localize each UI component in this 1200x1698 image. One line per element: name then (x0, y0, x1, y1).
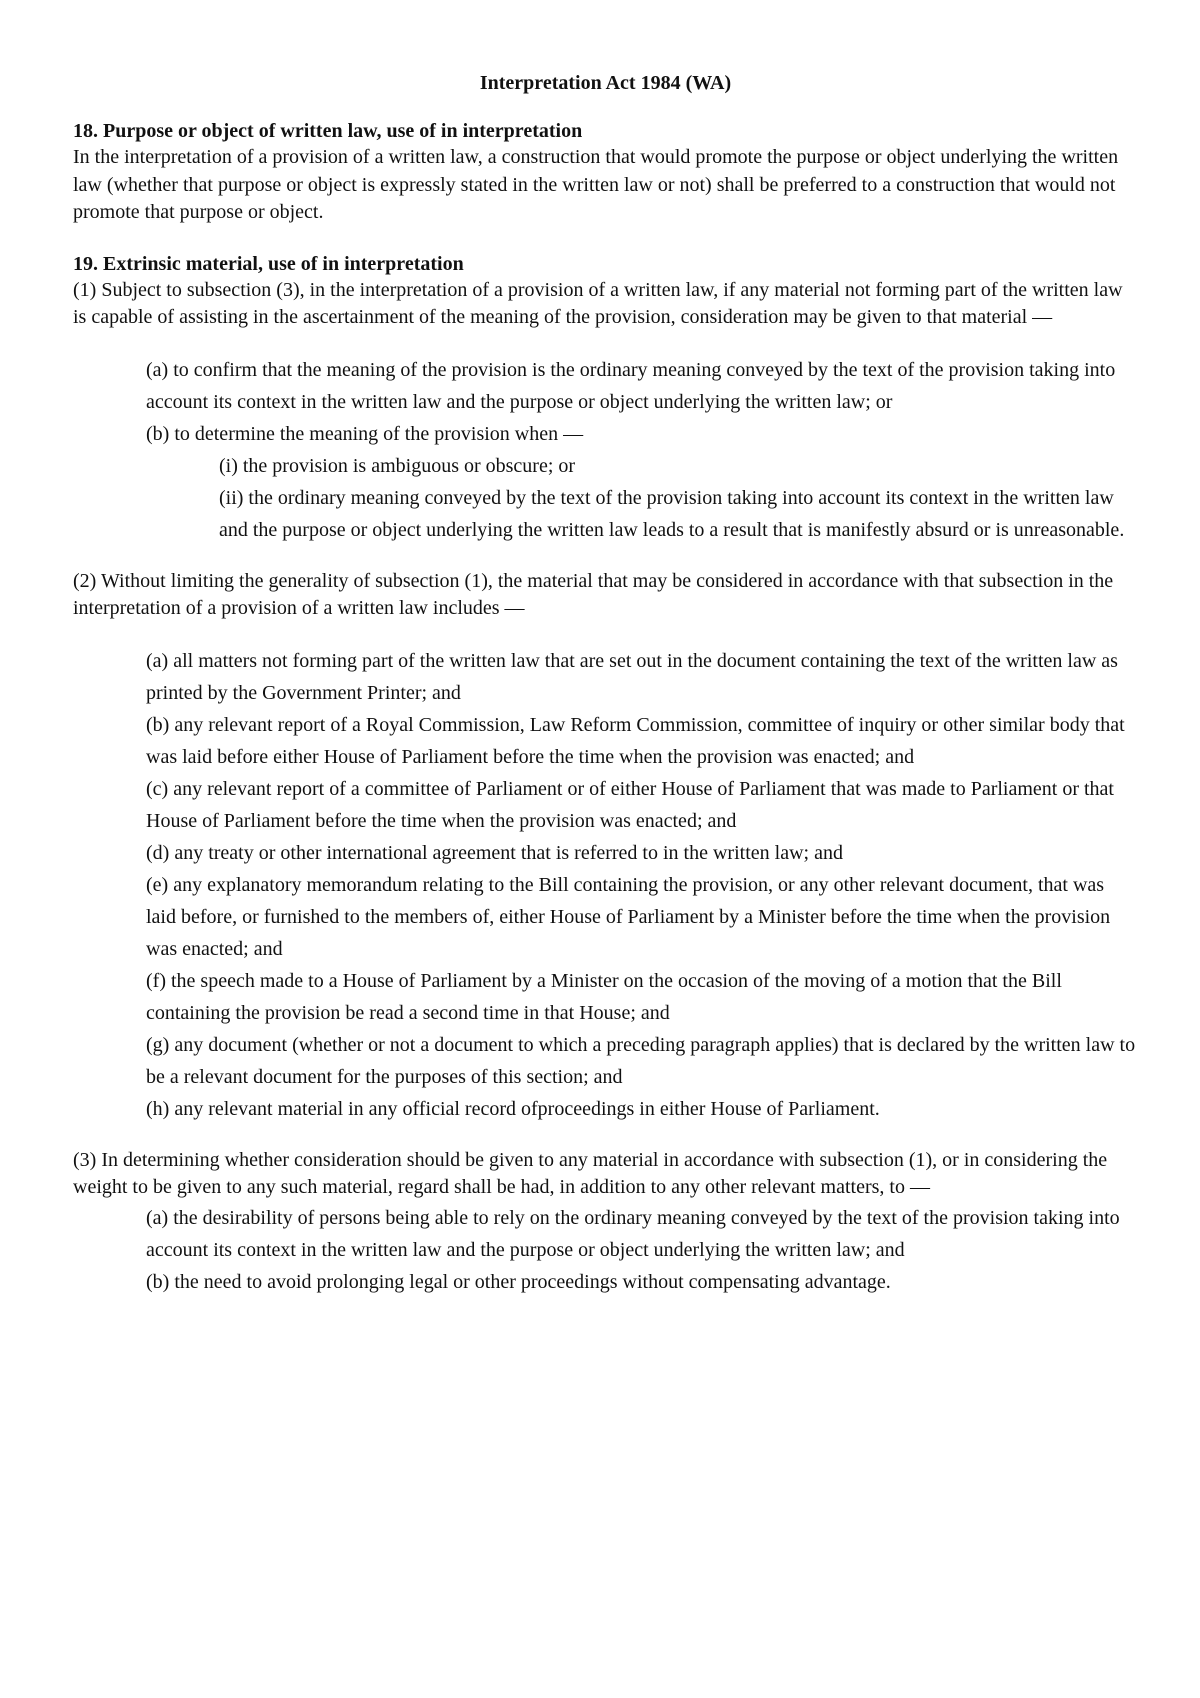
subsection-1-intro: (1) Subject to subsection (3), in the interpretation of a provision of a written law, if any material not forming part of the written law is capable of assisting in the ascertainment of the meaning of the provision, consideration may be given to that material — (73, 278, 1123, 328)
paragraph-2c: (c) any relevant report of a committee of Parliament or of either House of Parliament that was made to Parliament or that House of Parliament before the time when the provision was enacted; and (146, 777, 1114, 832)
subsection-3-intro: (3) In determining whether consideration should be given to any material in accordance with subsection (1), or in considering the weight to be given to any such material, regard shall be had, in addition to any other relevant matters, to — (73, 1148, 1108, 1198)
paragraph-1b-i: (i) the provision is ambiguous or obscure; or (219, 454, 576, 477)
subsection-2-intro: (2) Without limiting the generality of subsection (1), the material that may be considered in accordance with that subsection in the interpretation of a provision of a written law includes — (73, 569, 1114, 619)
paragraph-2h: (h) any relevant material in any official record ofproceedings in either House of Parliament. (146, 1097, 880, 1120)
paragraph-2b: (b) any relevant report of a Royal Commission, Law Reform Commission, committee of inquiry or other similar body that was laid before either House of Parliament before the time when the provision was enacted; and (146, 713, 1125, 768)
block-spacer (73, 332, 1138, 354)
block-spacer (73, 623, 1138, 645)
subsection-3-list (73, 1202, 1138, 1298)
section-19-heading: 19. Extrinsic material, use of in interpretation (73, 252, 464, 275)
block-spacer (73, 546, 1138, 568)
section-spacer (73, 227, 1138, 251)
paragraph-3a: (a) the desirability of persons being able to rely on the ordinary meaning conveyed by the text of the provision taking into account its context in the written law and the purpose or object underlying the written law; and (146, 1206, 1120, 1261)
paragraph-2a: (a) all matters not forming part of the written law that are set out in the document containing the text of the written law as printed by the Government Printer; and (146, 649, 1118, 704)
paragraph-2e: (e) any explanatory memorandum relating to the Bill containing the provision, or any other relevant document, that was laid before, or furnished to the members of, either House of Parliament by a Minister before the time when the provision was enacted; and (146, 873, 1111, 960)
paragraph-1a: (a) to confirm that the meaning of the provision is the ordinary meaning conveyed by the text of the provision taking into account its context in the written law and the purpose or object underlying the written law; or (146, 358, 1116, 413)
document-page (73, 70, 1138, 1298)
paragraph-2g: (g) any document (whether or not a document to which a preceding paragraph applies) that is declared by the written law to be a relevant document for the purposes of this section; and (146, 1033, 1136, 1088)
paragraph-2d: (d) any treaty or other international agreement that is referred to in the written law; and (146, 841, 843, 864)
paragraph-1b-ii: (ii) the ordinary meaning conveyed by the text of the provision taking into account its context in the written law and the purpose or object underlying the written law leads to a result that is manifestly absurd or is unreasonable. (219, 486, 1125, 541)
paragraph-2f: (f) the speech made to a House of Parliament by a Minister on the occasion of the moving of a motion that the Bill containing the provision be read a second time in that House; and (146, 969, 1062, 1024)
subsection-2-list (73, 645, 1138, 1125)
paragraph-1b: (b) to determine the meaning of the provision when — (146, 422, 584, 445)
paragraph-3b: (b) the need to avoid prolonging legal or other proceedings without compensating advantage. (146, 1270, 891, 1293)
document-title: Interpretation Act 1984 (WA) (479, 72, 732, 94)
section-18-body: In the interpretation of a provision of a written law, a construction that would promote the purpose or object underlying the written law (whether that purpose or object is expressly stated in the written law or not) shall be preferred to a construction that would not promote that purpose or object. (73, 146, 1119, 223)
section-18-heading: 18. Purpose or object of written law, use of in interpretation (73, 120, 583, 142)
block-spacer (73, 1125, 1138, 1147)
subsection-1-list (73, 354, 1138, 546)
